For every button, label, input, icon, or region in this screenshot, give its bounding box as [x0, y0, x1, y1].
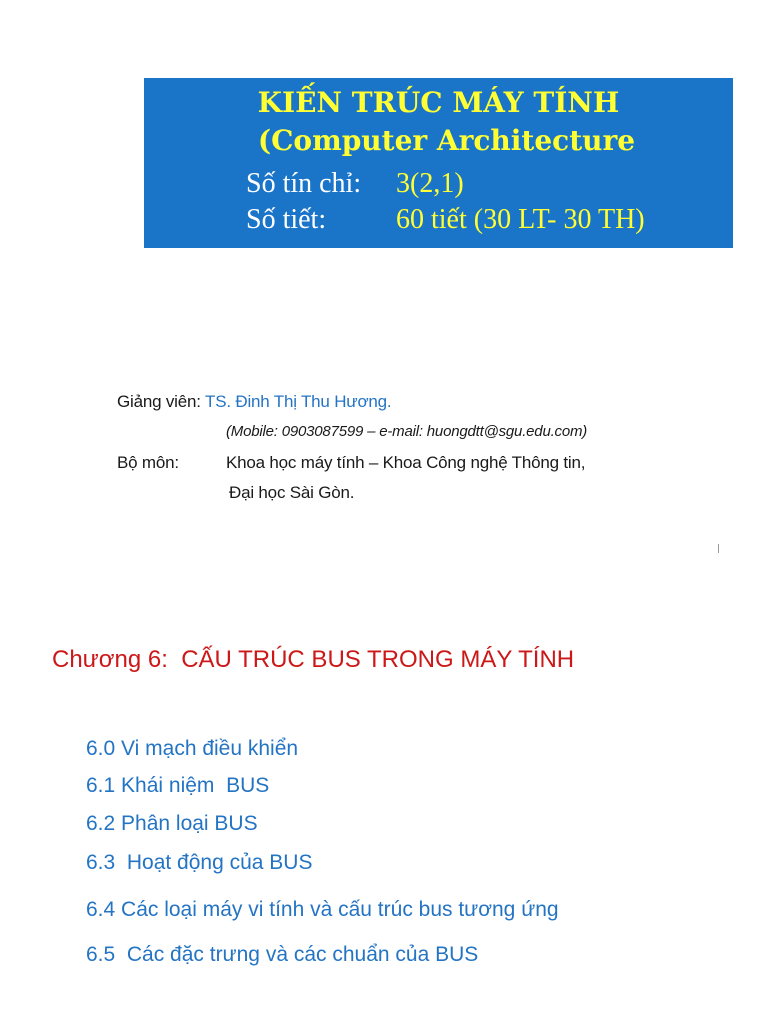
lecturer-label: Giảng viên:: [117, 392, 201, 411]
toc-item-6-0: 6.0 Vi mạch điều khiển: [86, 737, 299, 760]
credits-value: 3(2,1): [396, 168, 464, 199]
course-title-box: [144, 78, 733, 248]
department-label: Bộ môn:: [117, 453, 179, 472]
toc-item-6-2: 6.2 Phân loại BUS: [86, 812, 258, 835]
department-line-2: Đại học Sài Gòn.: [229, 483, 355, 502]
divider-tick: [718, 544, 719, 553]
course-subtitle: (Computer Architecture: [257, 124, 636, 157]
chapter-title: Chương 6: CẤU TRÚC BUS TRONG MÁY TÍNH: [52, 646, 575, 673]
credits-label: Số tín chỉ:: [246, 168, 362, 199]
hours-value: 60 tiết (30 LT- 30 TH): [396, 204, 645, 235]
lecturer-contact: (Mobile: 0903087599 – e-mail: huongdtt@sgu.edu.com): [226, 423, 588, 440]
course-title: KIẾN TRÚC MÁY TÍNH: [257, 86, 620, 119]
hours-label: Số tiết:: [246, 204, 327, 235]
toc-item-6-5: 6.5 Các đặc trưng và các chuẩn của BUS: [86, 943, 479, 966]
toc-item-6-3: 6.3 Hoạt động của BUS: [86, 851, 313, 874]
lecturer-name: TS. Đinh Thị Thu Hương.: [205, 392, 392, 411]
toc-item-6-4: 6.4 Các loại máy vi tính và cấu trúc bus tương ứng: [86, 898, 559, 921]
toc-item-6-1: 6.1 Khái niệm BUS: [86, 774, 270, 797]
lecturer-row: [117, 392, 391, 412]
hours-row: [246, 204, 645, 236]
credits-row: [246, 168, 464, 200]
department-line-1: Khoa học máy tính – Khoa Công nghệ Thông tin,: [226, 453, 586, 472]
